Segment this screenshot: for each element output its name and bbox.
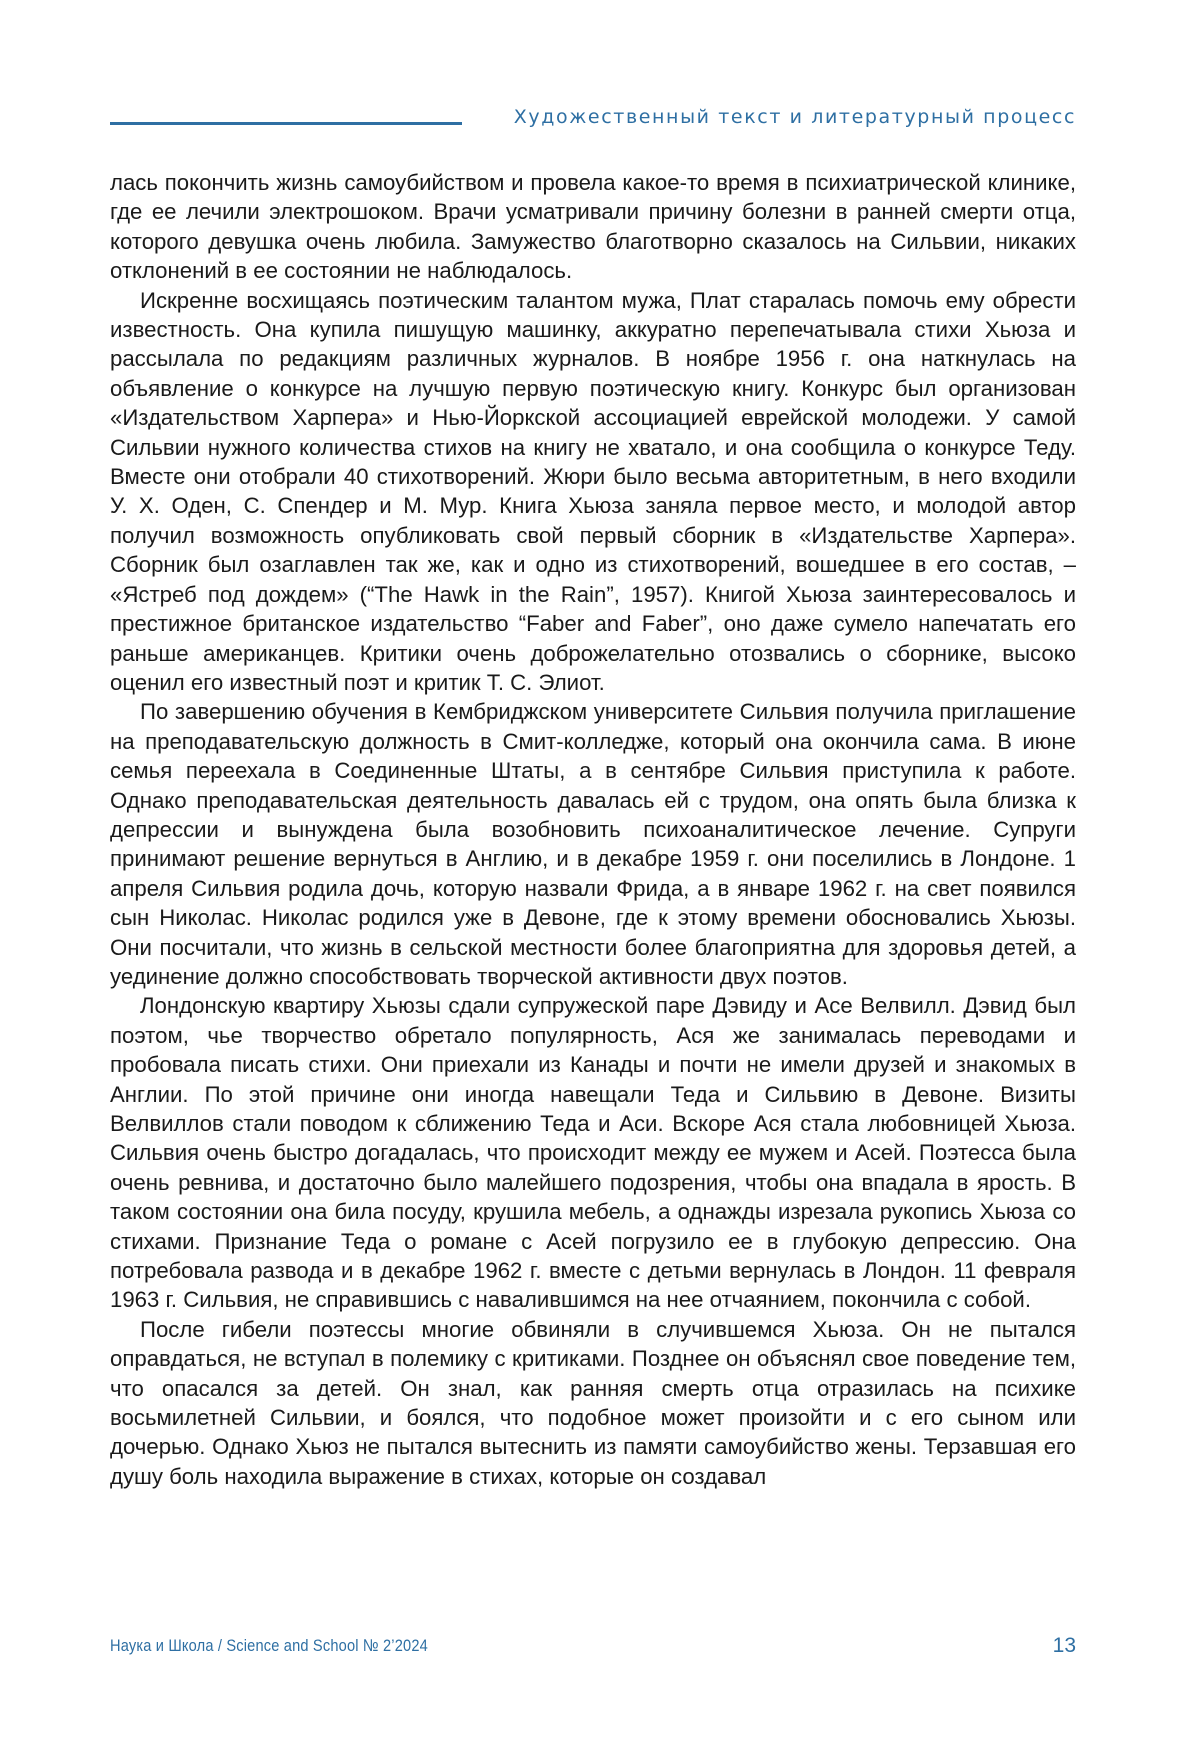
paragraph: лась покончить жизнь самоубийством и провела какое-то время в психиатрической клинике, где ее лечили электрошоком. Врачи усматривали причину болезни в ранней смерти отца, которого девушка очень любила. Замужество благотворно сказалось на Сильвии, никаких отклонений в ее состоянии не наблюдалось. — [110, 170, 1076, 284]
paragraph: По завершению обучения в Кембриджском университете Сильвия получила приглашение на преподавательскую должность в Смит-колледже, который она окончила сама. В июне семья переехала в Соединенные Штаты, а в сентябре Сильвия приступила к работе. Однако преподавательская деятельность давалась ей с трудом, она опять была близка к депрессии и вынуждена была возобновить психоаналитическое лечение. Супруги принимают решение вернуться в Англию, и в декабре 1959 г. они поселились в Лондоне. 1 апреля Сильвия родила дочь, которую назвали Фрида, а в январе 1962 г. на свет появился сын Николас. Николас родился уже в Девоне, где к этому времени обосновались Хьюзы. Они посчитали, что жизнь в сельской местности более благоприятна для здоровья детей, а уединение должно способствовать творческой активности двух поэтов. — [110, 699, 1076, 989]
journal-name: Наука и Школа / Science and School № 2’2024 — [110, 1636, 428, 1655]
article-body — [110, 168, 1076, 1491]
paragraph: Искренне восхищаясь поэтическим талантом мужа, Плат старалась помочь ему обрести известность. Она купила пишущую машинку, аккуратно перепечатывала стихи Хьюза и рассылала по редакциям различных журналов. В ноябре 1956 г. она наткнулась на объявление о конкурсе на лучшую первую поэтическую книгу. Конкурс был организован «Издательством Харпера» и Нью-Йоркской ассоциацией еврейской молодежи. У самой Сильвии нужного количества стихов на книгу не хватало, и она сообщила о конкурсе Теду. Вместе они отобрали 40 стихотворений. Жюри было весьма авторитетным, в него входили У. Х. Оден, С. Спендер и М. Мур. Книга Хьюза заняла первое место, и молодой автор получил возможность опубликовать свой первый сборник в «Издательстве Харпера». Сборник был озаглавлен так же, как и одно из стихотворений, вошедшее в его состав, – «Ястреб под дождем» (“The Hawk in the Rain”, 1957). Книгой Хьюза заинтересовалось и престижное британское издательство “Faber and Faber”, оно даже сумело напечатать его раньше американцев. Критики очень доброжелательно отозвались о сборнике, высоко оценил его известный поэт и критик Т. С. Элиот. — [110, 287, 1076, 695]
page-number: 13 — [1052, 1634, 1076, 1657]
running-header — [110, 104, 1076, 128]
section-title: Художественный текст и литературный процесс — [513, 106, 1076, 128]
page-footer — [110, 1630, 1076, 1660]
paragraph: Лондонскую квартиру Хьюзы сдали супружеской паре Дэвиду и Асе Велвилл. Дэвид был поэтом, чье творчество обретало популярность, Ася же занималась переводами и пробовала писать стихи. Они приехали из Канады и почти не имели друзей и знакомых в Англии. По этой причине они иногда навещали Теда и Сильвию в Девоне. Визиты Велвиллов стали поводом к сближению Теда и Аси. Вскоре Ася стала любовницей Хьюза. Сильвия очень быстро догадалась, что происходит между ее мужем и Асей. Поэтесса была очень ревнива, и достаточно было малейшего подозрения, чтобы она впадала в ярость. В таком состоянии она била посуду, крушила мебель, а однажды изрезала рукопись Хьюза со стихами. Признание Теда о романе с Асей погрузило ее в глубокую депрессию. Она потребовала развода и в декабре 1962 г. вместе с детьми вернулась в Лондон. 11 февраля 1963 г. Сильвия, не справившись с навалившимся на нее отчаянием, покончила с собой. — [110, 993, 1076, 1313]
header-rule — [110, 122, 462, 125]
paragraph: После гибели поэтессы многие обвиняли в случившемся Хьюза. Он не пытался оправдаться, не вступал в полемику с критиками. Позднее он объяснял свое поведение тем, что опасался за детей. Он знал, как ранняя смерть отца отразилась на психике восьмилетней Сильвии, и боялся, что подобное может произойти и с его сыном или дочерью. Однако Хьюз не пытался вытеснить из памяти самоубийство жены. Терзавшая его душу боль находила выражение в стихах, которые он создавал — [110, 1316, 1076, 1489]
